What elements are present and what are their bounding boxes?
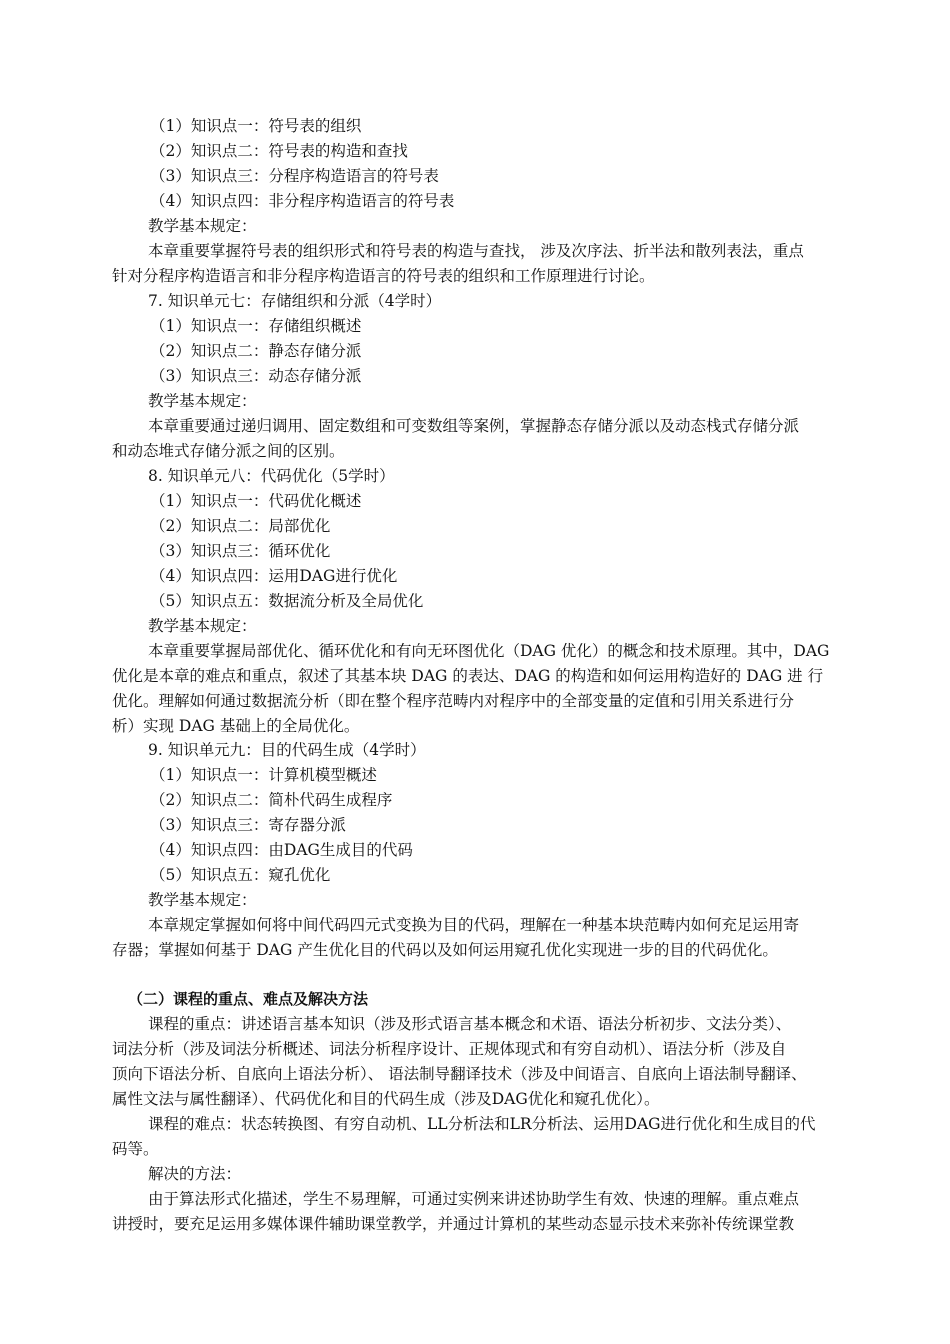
difficulty-text: 课程的难点：状态转换图、有穷自动机、LL分析法和LR分析法、运用DAG进行优化和生成目的代	[148, 1115, 816, 1133]
knowledge-point: （1）知识点一：代码优化概述	[150, 492, 362, 510]
knowledge-point: （3）知识点三：循环优化	[150, 542, 331, 560]
solution-label: 解决的方法：	[148, 1165, 242, 1183]
unit-title: 9. 知识单元九：目的代码生成（4学时）	[148, 741, 426, 759]
unit-title: 8. 知识单元八：代码优化（5学时）	[148, 467, 395, 485]
knowledge-point: （2）知识点二：静态存储分派	[150, 342, 362, 360]
requirement-text: 存器；掌握如何基于 DAG 产生优化目的代码以及如何运用窥孔优化实现进一步的目的代码优化。	[112, 941, 778, 959]
unit-title: 7. 知识单元七：存储组织和分派（4学时）	[148, 292, 442, 310]
requirement-label: 教学基本规定：	[148, 392, 257, 410]
knowledge-point: （5）知识点五：窥孔优化	[150, 866, 331, 884]
requirement-label: 教学基本规定：	[148, 891, 257, 909]
requirement-label: 教学基本规定：	[148, 217, 257, 235]
requirement-text: 优化是本章的难点和重点，叙述了其基本块 DAG 的表达、DAG 的构造和如何运用构造好的 DAG 进 行	[112, 667, 824, 685]
knowledge-point: （2）知识点二：符号表的构造和查找	[150, 142, 408, 160]
knowledge-point: （3）知识点三：动态存储分派	[150, 367, 362, 385]
focus-text: 属性文法与属性翻译）、代码优化和目的代码生成（涉及DAG优化和窥孔优化）。	[112, 1090, 660, 1108]
requirement-text: 和动态堆式存储分派之间的区别。	[112, 442, 345, 460]
knowledge-point: （1）知识点一：计算机模型概述	[150, 766, 377, 784]
knowledge-point: （1）知识点一：存储组织概述	[150, 317, 362, 335]
knowledge-point: （4）知识点四：非分程序构造语言的符号表	[150, 192, 455, 210]
requirement-text: 本章重要掌握符号表的组织形式和符号表的构造与查找， 涉及次序法、折半法和散列表法，重点	[148, 242, 804, 260]
knowledge-point: （2）知识点二：局部优化	[150, 517, 331, 535]
knowledge-point: （4）知识点四：由DAG生成目的代码	[150, 841, 413, 859]
difficulty-text: 码等。	[112, 1140, 159, 1158]
requirement-text: 本章规定掌握如何将中间代码四元式变换为目的代码，理解在一种基本块范畴内如何充足运用寄	[148, 916, 800, 934]
knowledge-point: （2）知识点二：简朴代码生成程序	[150, 791, 393, 809]
section-heading: （二）课程的重点、难点及解决方法	[128, 990, 369, 1008]
solution-text: 由于算法形式化描述，学生不易理解，可通过实例来讲述协助学生有效、快速的理解。重点难点	[148, 1190, 800, 1208]
focus-text: 词法分析（涉及词法分析概述、词法分析程序设计、正规体现式和有穷自动机）、语法分析（涉及自	[112, 1040, 787, 1058]
requirement-text: 针对分程序构造语言和非分程序构造语言的符号表的组织和工作原理进行讨论。	[112, 267, 655, 285]
requirement-text: 优化。理解如何通过数据流分析（即在整个程序范畴内对程序中的全部变量的定值和引用关系进行分	[112, 692, 795, 710]
focus-text: 课程的重点：讲述语言基本知识（涉及形式语言基本概念和术语、语法分析初步、文法分类）、	[148, 1015, 792, 1033]
requirement-label: 教学基本规定：	[148, 617, 257, 635]
focus-text: 顶向下语法分析、自底向上语法分析）、 语法制导翻译技术（涉及中间语言、自底向上语法制导翻译、	[112, 1065, 807, 1083]
solution-text: 讲授时，要充足运用多媒体课件辅助课堂教学，并通过计算机的某些动态显示技术来弥补传统课堂教	[112, 1215, 795, 1233]
requirement-text: 析）实现 DAG 基础上的全局优化。	[112, 717, 360, 735]
knowledge-point: （3）知识点三：分程序构造语言的符号表	[150, 167, 439, 185]
knowledge-point: （3）知识点三：寄存器分派	[150, 816, 346, 834]
requirement-text: 本章重要通过递归调用、固定数组和可变数组等案例，掌握静态存储分派以及动态栈式存储分派	[148, 417, 800, 435]
knowledge-point: （5）知识点五：数据流分析及全局优化	[150, 592, 424, 610]
knowledge-point: （1）知识点一：符号表的组织	[150, 117, 362, 135]
requirement-text: 本章重要掌握局部优化、循环优化和有向无环图优化（DAG 优化）的概念和技术原理。其中，DAG	[148, 642, 830, 660]
knowledge-point: （4）知识点四：运用DAG进行优化	[150, 567, 398, 585]
